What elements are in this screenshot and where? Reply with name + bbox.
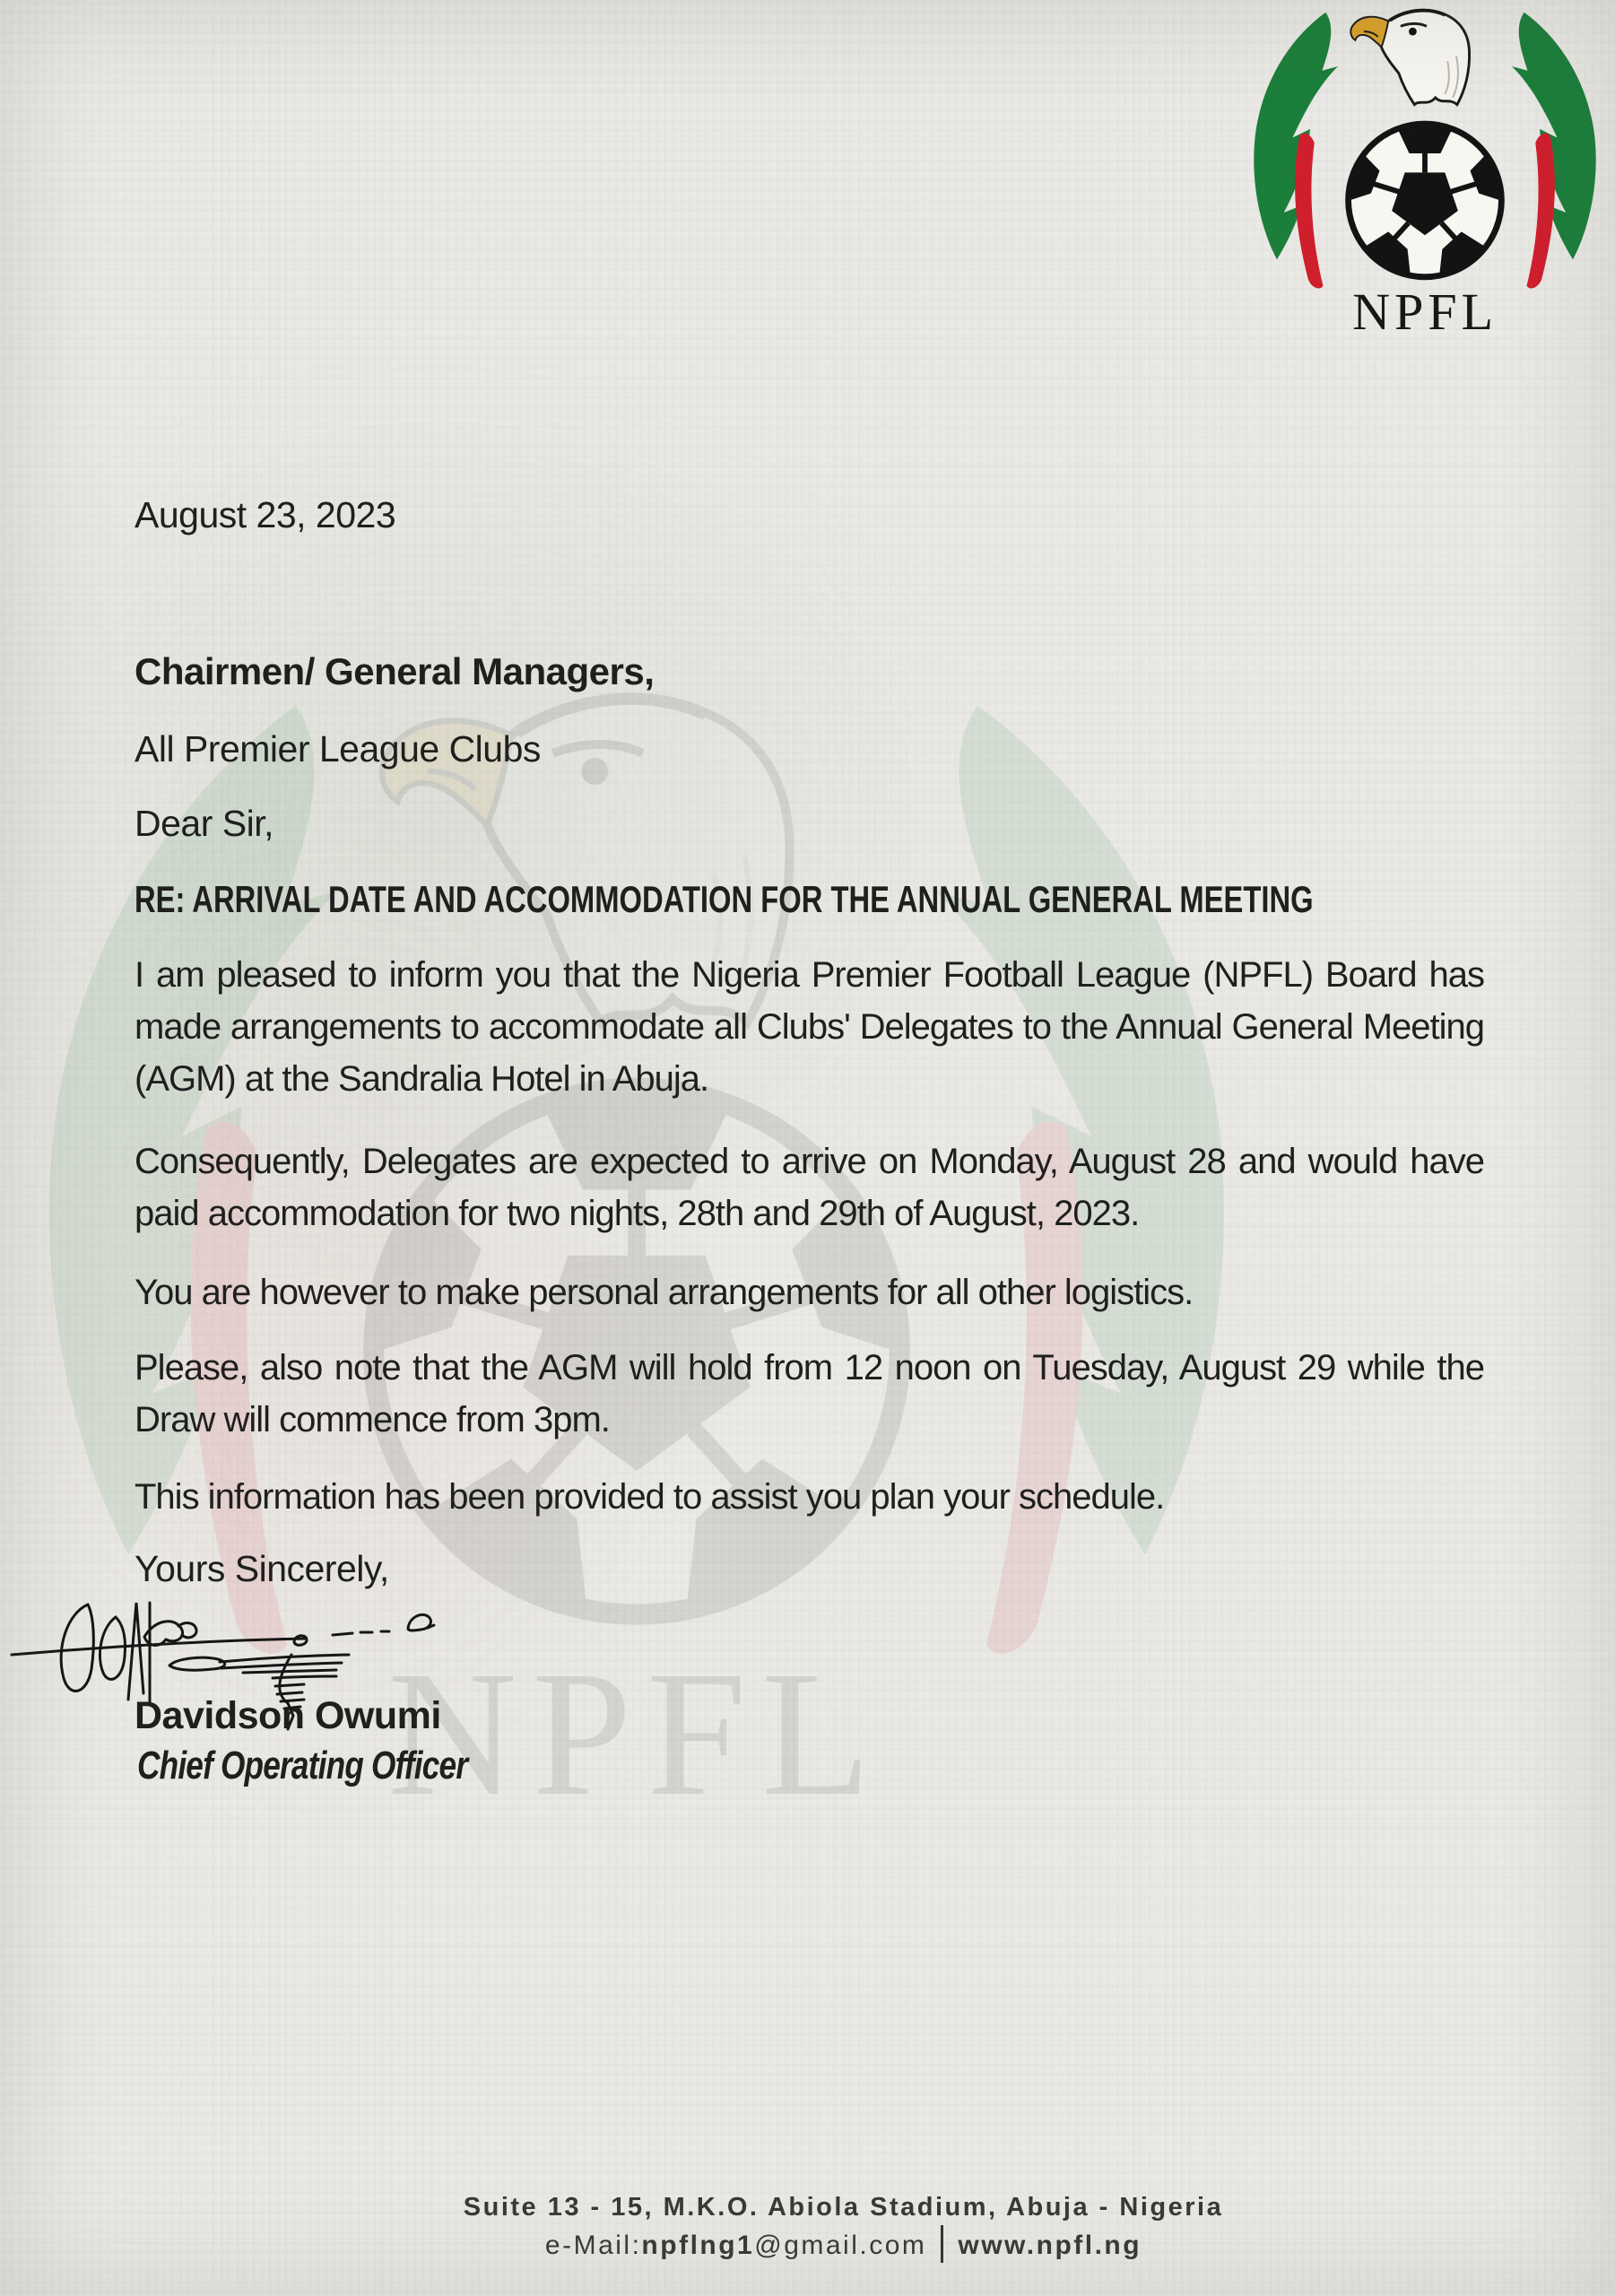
salutation: Dear Sir, [135,803,274,844]
recipient-line-2: All Premier League Clubs [135,728,541,770]
footer-contact [36,2225,1615,2263]
signatory-title: Chief Operating Officer [137,1744,468,1787]
separator-bar [941,2225,943,2263]
recipient-line-1: Chairmen/ General Managers, [135,650,655,692]
subject-line: RE: ARRIVAL DATE AND ACCOMMODATION FOR THE ANNUAL GENERAL MEETING [135,878,1314,920]
email-domain: @gmail.com [754,2231,927,2260]
body-paragraph-5: This information has been provided to assist you plan your schedule. [135,1477,1165,1517]
email-user: npflng1 [641,2231,755,2260]
body-paragraph-4: Please, also note that the AGM will hold from 12 noon on Tuesday, August 29 while the Draw will commence from 3pm. [135,1348,1484,1439]
closing-line: Yours Sincerely, [135,1548,389,1589]
body-paragraph-2: Consequently, Delegates are expected to arrive on Monday, August 28 and would have paid accommodation for two nights, 28th and 29th of August, 2023. [135,1142,1484,1233]
email-label: e-Mail: [544,2231,642,2260]
body-paragraph-1: I am pleased to inform you that the Nigeria Premier Football League (NPFL) Board has made arrangements to accommodate all Clubs' Delegates to the Annual General Meeting (AGM) at the Sandralia Hotel in Abuja. [135,955,1484,1099]
letter-footer [36,2191,1615,2263]
body-paragraph-3: You are however to make personal arrangements for all other logistics. [135,1273,1194,1312]
letter-date: August 23, 2023 [135,494,396,535]
website-url: www.npfl.ng [958,2231,1142,2260]
npfl-logo [1242,5,1608,361]
signatory-name: Davidson Owumi [135,1694,441,1737]
footer-address: Suite 13 - 15, M.K.O. Abiola Stadium, Abuja - Nigeria [463,2193,1224,2222]
